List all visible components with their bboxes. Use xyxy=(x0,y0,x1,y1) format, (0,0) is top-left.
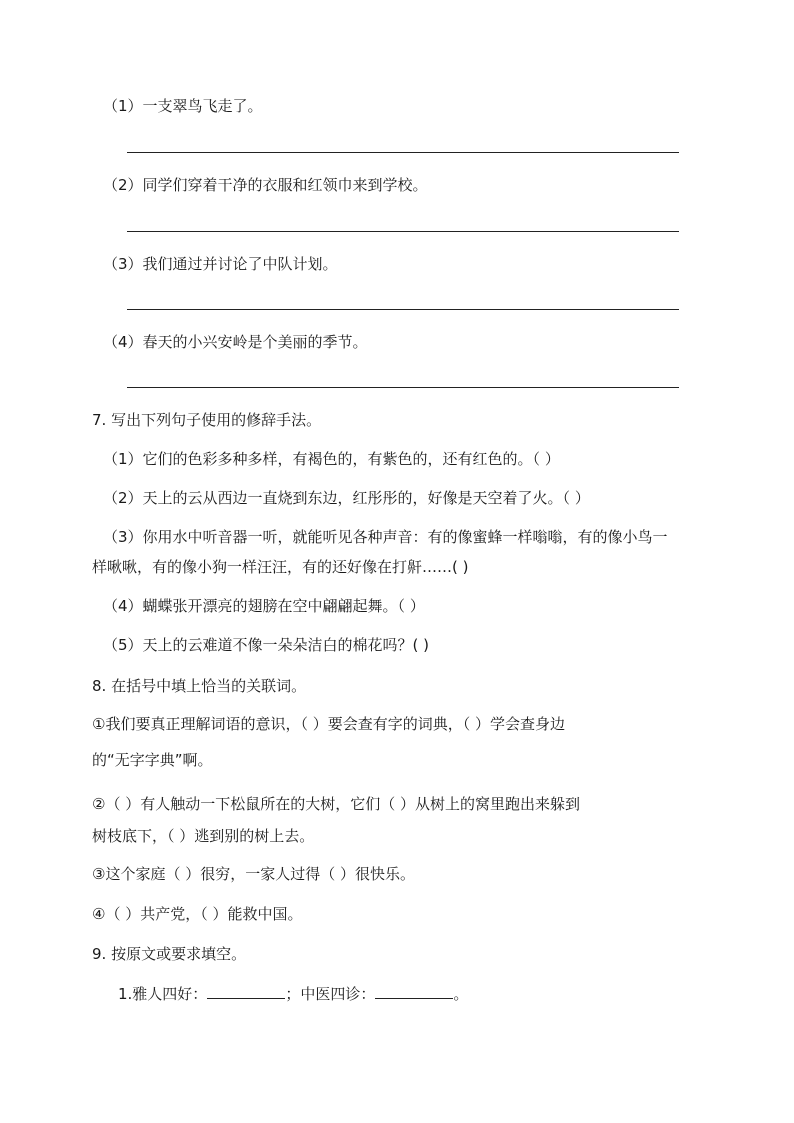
rhetoric-item-5: （5）天上的云难道不像一朵朵洁白的棉花吗？( ) xyxy=(103,636,430,654)
conjunction-item-1a: ①我们要真正理解词语的意识，（ ）要会查有字的词典，（ ）学会查身边 xyxy=(92,715,565,733)
question-9-heading: 9. 按原文或要求填空。 xyxy=(92,945,247,963)
fill-blank-yaren[interactable] xyxy=(207,984,285,999)
sentence-item-4: （4）春天的小兴安岭是个美丽的季节。 xyxy=(103,333,368,351)
rhetoric-item-4: （4）蝴蝶张开漂亮的翅膀在空中翩翩起舞。（ ） xyxy=(103,597,425,615)
answer-line-3[interactable] xyxy=(127,309,679,310)
conjunction-item-2b: 树枝底下，（ ）逃到别的树上去。 xyxy=(92,827,315,845)
rhetoric-item-2: （2）天上的云从西边一直烧到东边，红彤彤的，好像是天空着了火。（ ） xyxy=(103,489,590,507)
conjunction-item-2a: ②（ ）有人触动一下松鼠所在的大树，它们（ ）从树上的窝里跑出来躲到 xyxy=(92,795,580,813)
answer-line-4[interactable] xyxy=(127,387,679,388)
sentence-item-3: （3）我们通过并讨论了中队计划。 xyxy=(103,255,338,273)
question-7-heading: 7. 写出下列句子使用的修辞手法。 xyxy=(92,411,322,429)
rhetoric-item-3b: 样啾啾，有的像小狗一样汪汪，有的还好像在打鼾……( ) xyxy=(92,558,469,576)
fill-label-yaren: 1.雅人四好： xyxy=(118,985,208,1003)
rhetoric-item-1: （1）它们的色彩多种多样，有褐色的，有紫色的，还有红色的。（ ） xyxy=(103,450,560,468)
sentence-item-2: （2）同学们穿着干净的衣服和红领巾来到学校。 xyxy=(103,176,428,194)
fill-blank-zhongyi[interactable] xyxy=(375,984,453,999)
rhetoric-item-3a: （3）你用水中听音器一听，就能听见各种声音：有的像蜜蜂一样嗡嗡，有的像小鸟一 xyxy=(103,528,668,546)
fill-label-zhongyi: ；中医四诊： xyxy=(285,985,376,1003)
conjunction-item-1b: 的“无字字典”啊。 xyxy=(92,751,213,769)
answer-line-2[interactable] xyxy=(127,231,679,232)
question-8-heading: 8. 在括号中填上恰当的关联词。 xyxy=(92,677,307,695)
fill-end-punct: 。 xyxy=(453,985,469,1003)
conjunction-item-4: ④（ ）共产党，（ ）能救中国。 xyxy=(92,905,303,923)
sentence-item-1: （1）一支翠鸟飞走了。 xyxy=(103,97,263,115)
conjunction-item-3: ③这个家庭（ ）很穷，一家人过得（ ）很快乐。 xyxy=(92,865,415,883)
fill-in-item-1 xyxy=(118,984,468,1004)
answer-line-1[interactable] xyxy=(127,152,679,153)
